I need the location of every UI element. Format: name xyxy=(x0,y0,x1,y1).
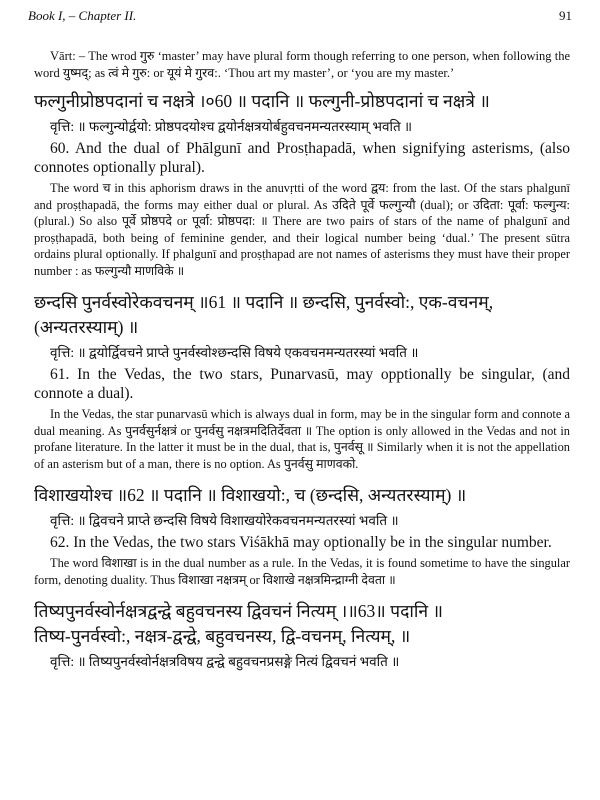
translation-60: 60. And the dual of Phālgunī and Prosṭhapadā, when signifying asterisms, (also connotes optionally plural). xyxy=(34,140,570,176)
sutra-63-line2: तिष्य-पुनर्वस्वो:, नक्षत्र-द्वन्द्वे, बहुवचनस्य, द्वि-वचनम्, नित्यम्, ॥ xyxy=(34,626,411,646)
vrtti-60: वृत्ति: ॥ फल्गुन्योर्द्वयो: प्रोष्ठपदयोश्च द्वयोर्नक्षत्रयोर्बहुवचनमन्यतरस्याम् भवति ॥ xyxy=(50,119,413,134)
sutra-61-line1: छन्दसि पुनर्वस्वोरेकवचनम् ॥61 ॥ पदानि ॥ छन्दसि, पुनर्वस्वो:, एक-वचनम्, xyxy=(34,292,494,312)
vrtti-63: वृत्ति: ॥ तिष्यपुनर्वस्वोर्नक्षत्रविषय द्वन्द्वे बहुवचनप्रसङ्गे नित्यं द्विवचनं भवति ॥ xyxy=(50,654,400,669)
translation-62: 62. In the Vedas, the two stars Viśākhā may optionally be in the singular number. xyxy=(50,534,552,551)
page-body xyxy=(34,48,570,671)
vrtti-61: वृत्ति: ॥ द्वयोर्द्विवचने प्राप्ते पुनर्वस्वोश्छन्दसि विषये एकवचनमन्यतरस्यां भवति ॥ xyxy=(50,345,419,360)
page-header xyxy=(28,8,572,26)
translation-61: 61. In the Vedas, the two stars, Punarvasū, may opptionally be singular, (and connote a dual). xyxy=(34,366,570,402)
explanation-60: The word च in this aphorism draws in the anuvṛtti of the word द्वय: from the last. Of the stars phalgunī and proṣṭhapadā, the forms may either dual or plural. As उदिते पूर्वे फल्गुन्यौ (dual); or उदिता: पूर्वा: फल्गुन्य: (plural.) So also पूर्वे प्रोष्ठपदे or पूर्वा: प्रोष्ठपदा: ॥ There are two pairs of stars of the name of phalgunī and proṣṭhapadā, both being of feminine gender, and their logical number being ‘dual.’ The present sūtra ordains plural optionally. If phalgunī and proṣṭhapad are not names of asterisms they must have their proper number : as फल्गुन्यौ माणविके ॥ xyxy=(34,181,570,278)
sutra-62: विशाखयोश्च ॥62 ॥ पदानि ॥ विशाखयो:, च (छन्दसि, अन्यतरस्याम्) ॥ xyxy=(34,485,467,505)
running-title: Book I, – Chapter II. xyxy=(28,8,137,23)
sutra-60: फल्गुनीप्रोष्ठपदानां च नक्षत्रे ।०60 ॥ पदानि ॥ फल्गुनी-प्रोष्ठपदानां च नक्षत्रे ॥ xyxy=(34,91,490,111)
vrtti-62: वृत्ति: ॥ द्विवचने प्राप्ते छन्दसि विषये विशाखयोरेकवचनमन्यतरस्यां भवति ॥ xyxy=(50,513,399,528)
explanation-61: In the Vedas, the star punarvasū which is always dual in form, may be in the singular form and connote a dual meaning. As पुनर्वसुर्नक्षत्रं or पुनर्वसु नक्षत्रमदितिर्देवता ॥ The option is only allowed in the Vedas and not in profane literature. In the latter it must be in the dual, that is, पुनर्वसू ॥ Similarly when it is not the appellation of an asterism but of a man, there is no option. As पुनर्वसु माणवको. xyxy=(34,407,570,471)
sutra-61-line2: (अन्यतरस्याम्) ॥ xyxy=(34,317,139,337)
sutra-63-line1: तिष्यपुनर्वस्वोर्नक्षत्रद्वन्द्वे बहुवचनस्य द्विवचनं नित्यम् ।॥63॥ पदानि ॥ xyxy=(34,601,443,621)
explanation-62: The word विशाखा is in the dual number as a rule. In the Vedas, it is found sometime to have the singular form, denoting duality. Thus विशाखा नक्षत्रम् or विशाखे नक्षत्रमिन्द्राग्नी देवता ॥ xyxy=(34,556,570,587)
vartika-note: Vārt: – The wrod गुरु ‘master’ may have plural form though referring to one person, when following the word युष्मद्; as त्वं मे गुरु: or यूयं मे गुरव:. ‘Thou art my master’, or ‘you are my master.’ xyxy=(34,49,570,80)
page-number: 91 xyxy=(559,8,572,23)
